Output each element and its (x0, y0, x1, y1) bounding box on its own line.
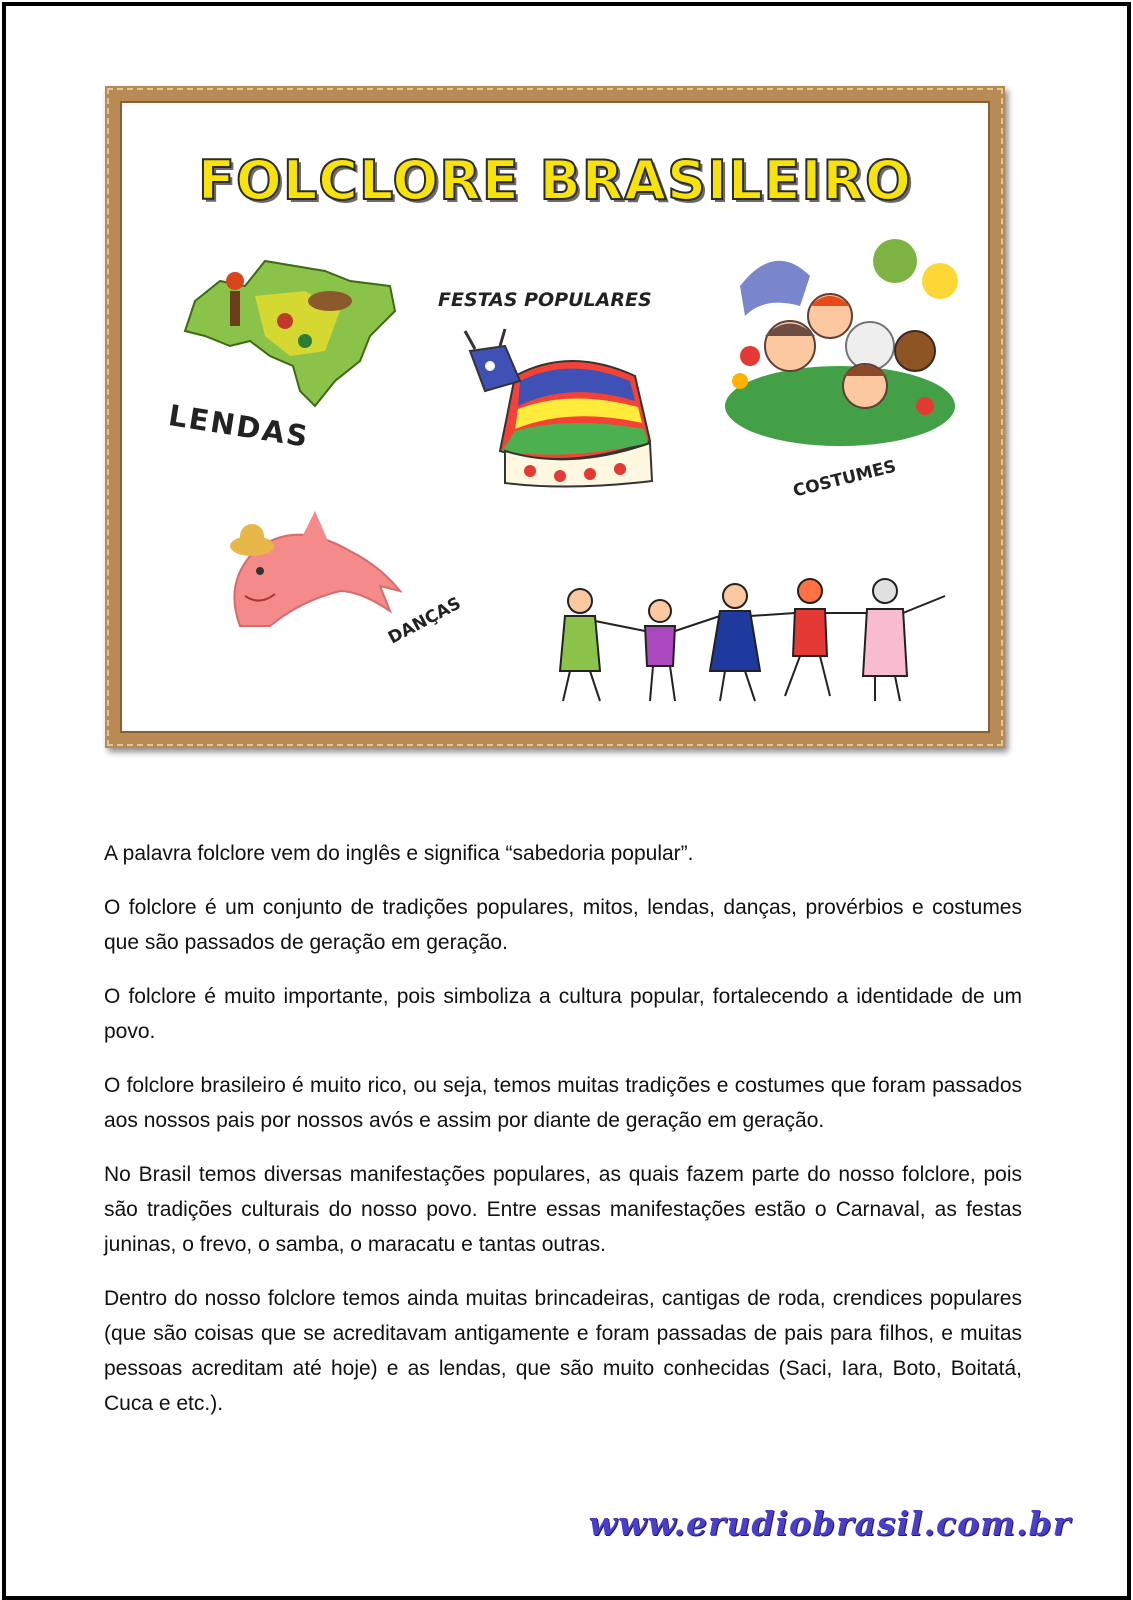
paragraph: O folclore brasileiro é muito rico, ou seja, temos muitas tradições e costumes que foram passados aos nossos pais por nossos avós e assim por diante de geração em geração. (104, 1074, 1022, 1132)
label-lendas: LENDAS (166, 398, 312, 454)
label-festas-populares: FESTAS POPULARES (438, 289, 652, 311)
paragraph: O folclore é um conjunto de tradições populares, mitos, lendas, danças, provérbios e costumes que são passados de geração em geração. (104, 896, 1022, 954)
poster-frame (105, 86, 1005, 748)
poster-title: FOLCLORE BRASILEIRO (198, 149, 912, 212)
article-body (104, 836, 1022, 1440)
paragraph: A palavra folclore vem do inglês e significa “sabedoria popular”. (104, 842, 694, 865)
footer-url: www.erudiobrasil.com.br (588, 1504, 1071, 1543)
boi-bumba-icon (460, 321, 675, 491)
pink-dolphin-icon (220, 506, 410, 636)
paragraph: O folclore é muito importante, pois simboliza a cultura popular, fortalecendo a identidade de um povo. (104, 985, 1022, 1043)
label-costumes: COSTUMES (791, 456, 899, 502)
label-dancas: DANÇAS (384, 593, 465, 649)
paragraph: Dentro do nosso folclore temos ainda muitas brincadeiras, cantigas de roda, crendices populares (que são coisas que se acreditavam antigamente e foram passadas de pais para filhos, e muitas pessoas acreditam até hoje) e as lendas, que são muito conhecidas (Saci, Iara, Boto, Boitatá, Cuca e etc.). (104, 1287, 1022, 1415)
children-crowd-icon (720, 236, 960, 451)
paragraph: No Brasil temos diversas manifestações populares, as quais fazem parte do nosso folclore, pois são tradições culturais do nosso povo. Entre essas manifestações estão o Carnaval, as festas juninas, o frevo, o samba, o maracatu e tantas outras. (104, 1163, 1022, 1256)
dancing-children-icon (545, 571, 965, 711)
brazil-map-icon (175, 241, 405, 411)
